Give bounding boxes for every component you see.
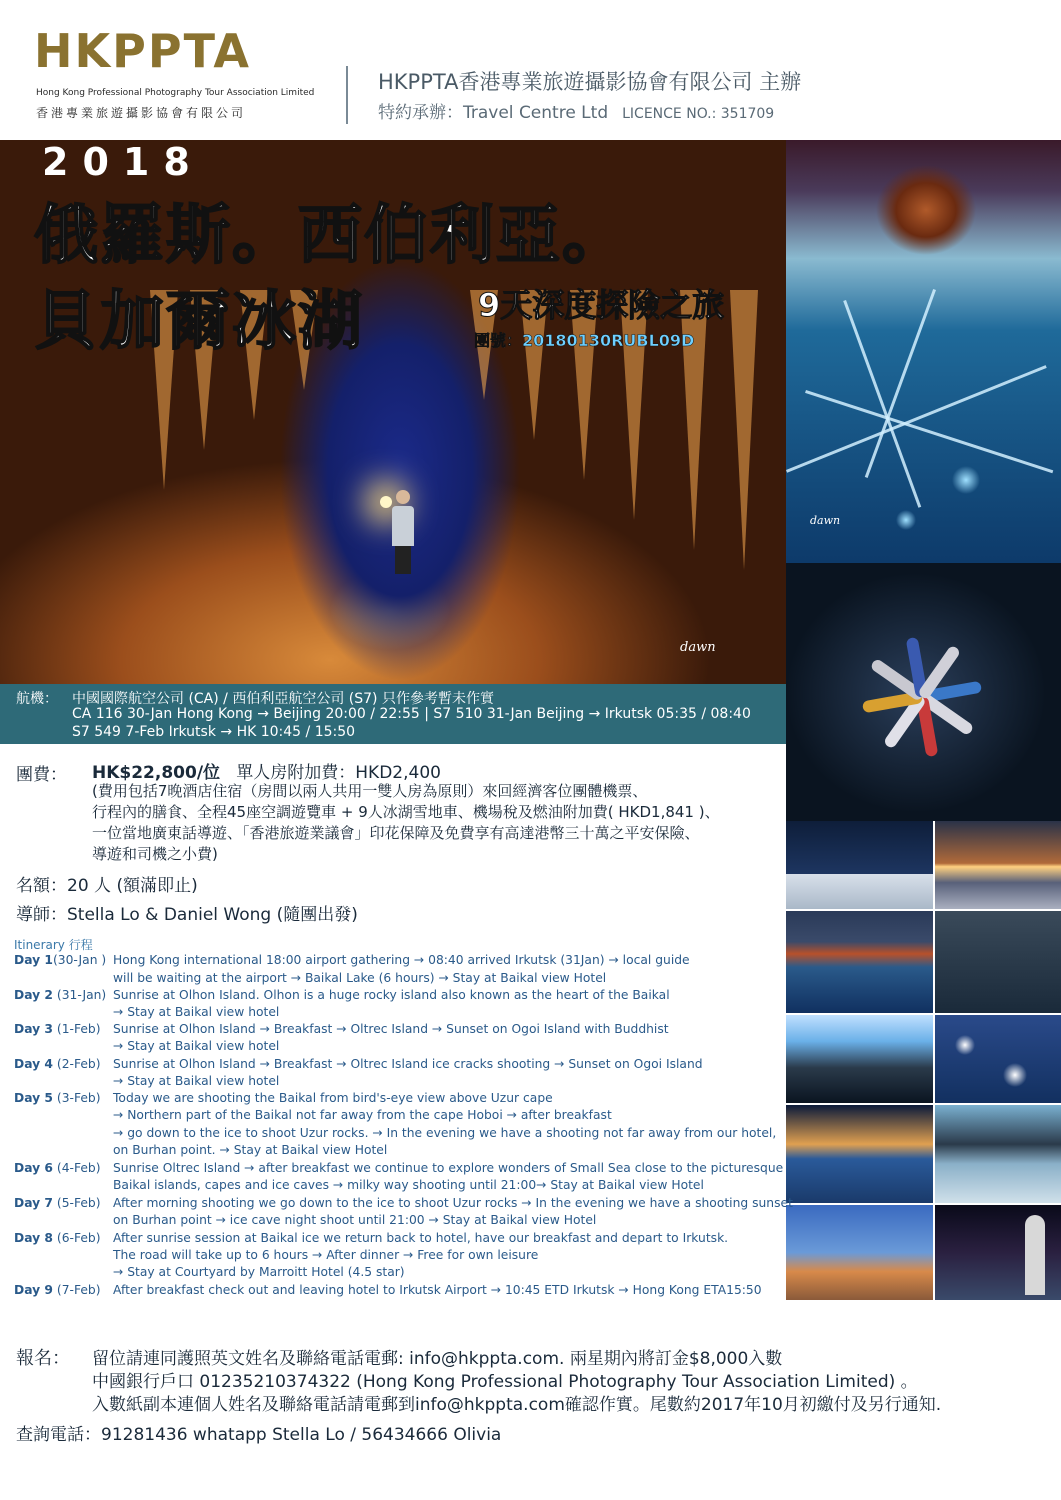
single-supplement: 單人房附加費：HKD2,400 xyxy=(236,763,441,783)
logo-english-name: Hong Kong Professional Photography Tour Association Limited xyxy=(36,88,315,98)
hero-subtitle: 9天深度探險之旅 xyxy=(478,286,725,324)
flight-info-band xyxy=(0,684,786,744)
fee-label: 團費： xyxy=(16,765,67,785)
hero-ice-cave-photo xyxy=(0,140,786,684)
registration-label: 報名： xyxy=(16,1348,70,1369)
registration-line-3: 入數紙副本連個人姓名及聯絡電話請電郵到info@hkppta.com確認作實。尾數約2017年10月初繳付及另行通知. xyxy=(92,1395,942,1415)
photo-wooden-poles xyxy=(786,1015,933,1103)
fee-note-3: 一位當地廣東話導遊、「香港旅遊業議會」印花保障及免費享有高達港幣三十萬之平安保險、 xyxy=(92,824,700,842)
tour-code xyxy=(474,328,694,351)
photo-ice-cracks-rock xyxy=(786,140,1061,563)
registration-line-1: 留位請連同護照英文姓名及聯絡電話電郵: info@hkppta.com. 兩星期內將訂金$8,000入數 xyxy=(92,1349,783,1369)
photo-stupa-night xyxy=(935,1205,1061,1300)
lamp-light xyxy=(380,496,392,508)
flight-airlines: 中國國際航空公司 (CA) / 西伯利亞航空公司 (S7) 只作參考暫未作實 xyxy=(72,691,494,707)
organizer-line: HKPPTA香港專業旅遊攝影協會有限公司 主辦 xyxy=(378,70,802,94)
registration-line-2: 中國銀行戶口 01235210374322 (Hong Kong Professional Photography Tour Association Limited) 。 xyxy=(92,1372,918,1392)
enquiry-line: 查詢電話：91281436 whatapp Stella Lo / 56434666 Olivia xyxy=(16,1425,502,1445)
photo-ice-cave-sunset xyxy=(786,1105,933,1203)
photo-credit-2: dawn xyxy=(810,514,841,527)
photo-group-on-ice xyxy=(786,563,1061,821)
photo-credit: dawn xyxy=(680,640,716,655)
photo-ice-bubbles xyxy=(935,911,1061,1013)
flight-outbound: CA 116 30-Jan Hong Kong → Beijing 20:00 / 22:55 | S7 510 31-Jan Beijing → Irkutsk 05:35 / 08:40 xyxy=(72,706,751,722)
header-divider xyxy=(346,66,348,124)
explorer-figure xyxy=(392,490,414,574)
fee-note-2: 行程內的膳食、全程45座空調遊覽車 + 9人冰湖雪地車、機場稅及燃油附加費( HKD1,841 )、 xyxy=(92,803,720,821)
photo-sunset-lake xyxy=(935,821,1061,909)
hero-year: 2018 xyxy=(42,140,204,184)
photo-car-on-ice xyxy=(786,821,933,909)
itinerary-heading: Itinerary 行程 xyxy=(14,938,93,952)
licence-number: LICENCE NO.: 351709 xyxy=(622,106,775,122)
tour-code-value: 20180130RUBL09D xyxy=(522,331,695,350)
hkppta-logo xyxy=(34,24,324,124)
logo-wordmark: HKPPTA xyxy=(34,24,251,78)
fee-note-4: 導遊和司機之小費) xyxy=(92,845,218,863)
fee-note-1: (費用包括7晚酒店住宿（房間以兩人共用一雙人房為原則）來回經濟客位團體機票、 xyxy=(92,782,648,800)
photo-red-rock-island xyxy=(786,911,933,1013)
quota-line: 名額：20 人 (額滿即止) xyxy=(16,876,198,896)
photo-cape-rock xyxy=(935,1105,1061,1203)
guide-line: 導師：Stella Lo & Daniel Wong (隨團出發) xyxy=(16,905,358,925)
fee-price: HK$22,800/位 xyxy=(92,763,221,783)
photo-ice-floes xyxy=(935,1015,1061,1103)
agent-name: 特約承辦：Travel Centre Ltd xyxy=(378,103,609,123)
photo-shaman-rock xyxy=(786,1205,933,1300)
hero-title-line2: 貝加爾冰湖 xyxy=(34,285,364,359)
agent-line xyxy=(378,98,774,123)
flight-return: S7 549 7-Feb Irkutsk → HK 10:45 / 15:50 xyxy=(72,724,356,740)
tour-code-label: 團號： xyxy=(474,331,523,350)
hero-title-line1: 俄羅斯。西伯利亞。 xyxy=(34,199,628,273)
flight-label: 航機： xyxy=(16,691,58,707)
logo-chinese-name: 香港專業旅遊攝影協會有限公司 xyxy=(36,106,247,120)
